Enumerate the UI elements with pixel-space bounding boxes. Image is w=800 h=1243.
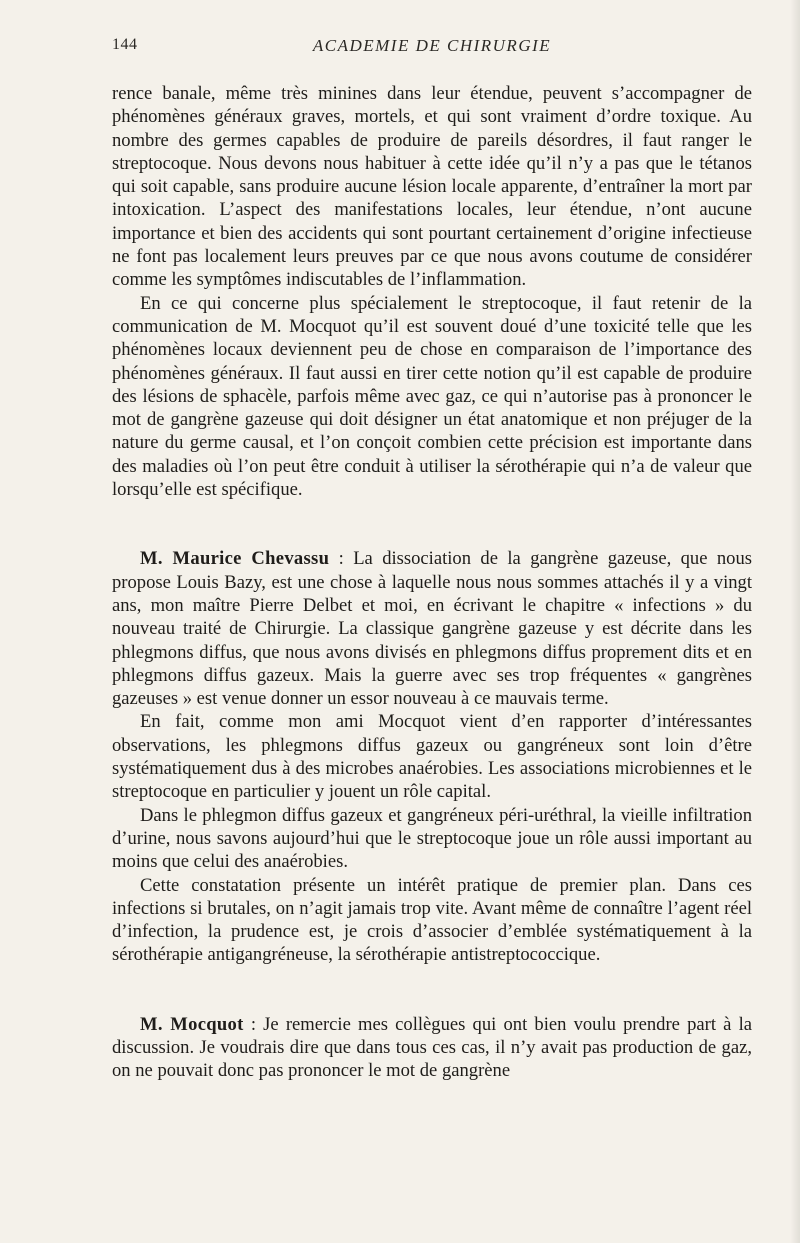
discussion-section-chevassu xyxy=(112,547,752,966)
paragraph-chevassu-observations: En fait, comme mon ami Mocquot vient d’en rapporter d’intéressantes observations, les phlegmons diffus gazeux ou gangréneux sont loin d’être systématiquement dus à des microbes anaérobies. Les associations microbiennes et le streptocoque en particulier y jouent un rôle capital. xyxy=(112,711,752,803)
speaker-name: M. Mocquot xyxy=(140,1013,244,1035)
page-edge-shadow xyxy=(790,0,800,1243)
section-break xyxy=(112,501,752,547)
paragraph-chevassu-serotherapy: Cette constatation présente un intérêt pratique de premier plan. Dans ces infections si brutales, on n’agit jamais trop vite. Avant même de connaître l’agent réel d’infection, la prudence est, je crois d’associer d’emblée systématiquement à la sérothérapie antigangréneuse, la sérothérapie antistreptococcique. xyxy=(112,874,752,966)
paragraph-continuation: rence banale, même très minines dans leur étendue, peuvent s’accompagner de phénomènes généraux graves, mortels, et qui sont vraiment d’ordre toxique. Au nombre des germes capables de produire de pareils désordres, il faut ranger le streptocoque. Nous devons nous habituer à cette idée qu’il n’y a pas que le tétanos qui soit capable, sans produire aucune lésion locale apparente, d’entraîner la mort par intoxication. L’aspect des manifestations locales, leur étendue, n’ont aucune importance et bien des accidents qui sont pourtant certainement d’origine infectieuse ne font pas localement leurs preuves par ce que nous avons coutume de considérer comme les symptômes indiscutables de l’inflammation. xyxy=(112,83,752,291)
discussion-section-mocquot xyxy=(112,1013,752,1083)
discussion-section-1 xyxy=(112,82,752,501)
speaker-statement: : La dissociation de la gangrène gazeuse, que nous propose Louis Bazy, est une chose à laquelle nous nous sommes attachés il y a vingt ans, mon maître Pierre Delbet et moi, en écrivant le chapitre « infections » du nouveau traité de Chirurgie. La classique gangrène gazeuse y est décrite dans les phlegmons diffus, que nous avons divisés en phlegmons diffus proprement dits et en phlegmons diffus gazeux. Mais la guerre avec ses trop fréquentes « gangrènes gazeuses » est venue donner un essor nouveau à ce mauvais terme. xyxy=(112,548,752,710)
article-body xyxy=(112,82,752,1083)
speaker-name: M. Maurice Chevassu xyxy=(140,548,330,570)
running-head xyxy=(112,36,752,56)
speaker-statement: : Je remercie mes collègues qui ont bien voulu prendre part à la discussion. Je voudrais dire que dans tous ces cas, il n’y avait pas production de gaz, on ne pouvait donc pas prononcer le mot de gangrène xyxy=(112,1013,752,1082)
paragraph-chevassu-infiltration: Dans le phlegmon diffus gazeux et gangréneux péri-uréthral, la vieille infiltration d’urine, nous savons aujourd’hui que le streptocoque joue un rôle aussi important au moins que celui des anaérobies. xyxy=(112,804,752,873)
paragraph-mocquot-reply xyxy=(112,1013,752,1083)
page-number: 144 xyxy=(112,36,138,53)
paragraph-chevassu-intro xyxy=(112,547,752,710)
paragraph-streptocoque: En ce qui concerne plus spécialement le streptocoque, il faut retenir de la communication de M. Mocquot qu’il est souvent doué d’une toxicité telle que les phénomènes locaux deviennent peu de chose en comparaison de l’importance des phénomènes généraux. Il faut aussi en tirer cette notion qu’il est capable de produire des lésions de sphacèle, parfois même avec gaz, ce qui n’autorise pas à prononcer le mot de gangrène gazeuse qui doit désigner un état anatomique et non préjuger de la nature du germe causal, et l’on conçoit combien cette précision est importante dans des maladies où l’on peut être conduit à utiliser la sérothérapie qui n’a de valeur que lorsqu’elle est spécifique. xyxy=(112,292,752,501)
running-title: ACADEMIE DE CHIRURGIE xyxy=(312,36,552,55)
section-break xyxy=(112,967,752,1013)
